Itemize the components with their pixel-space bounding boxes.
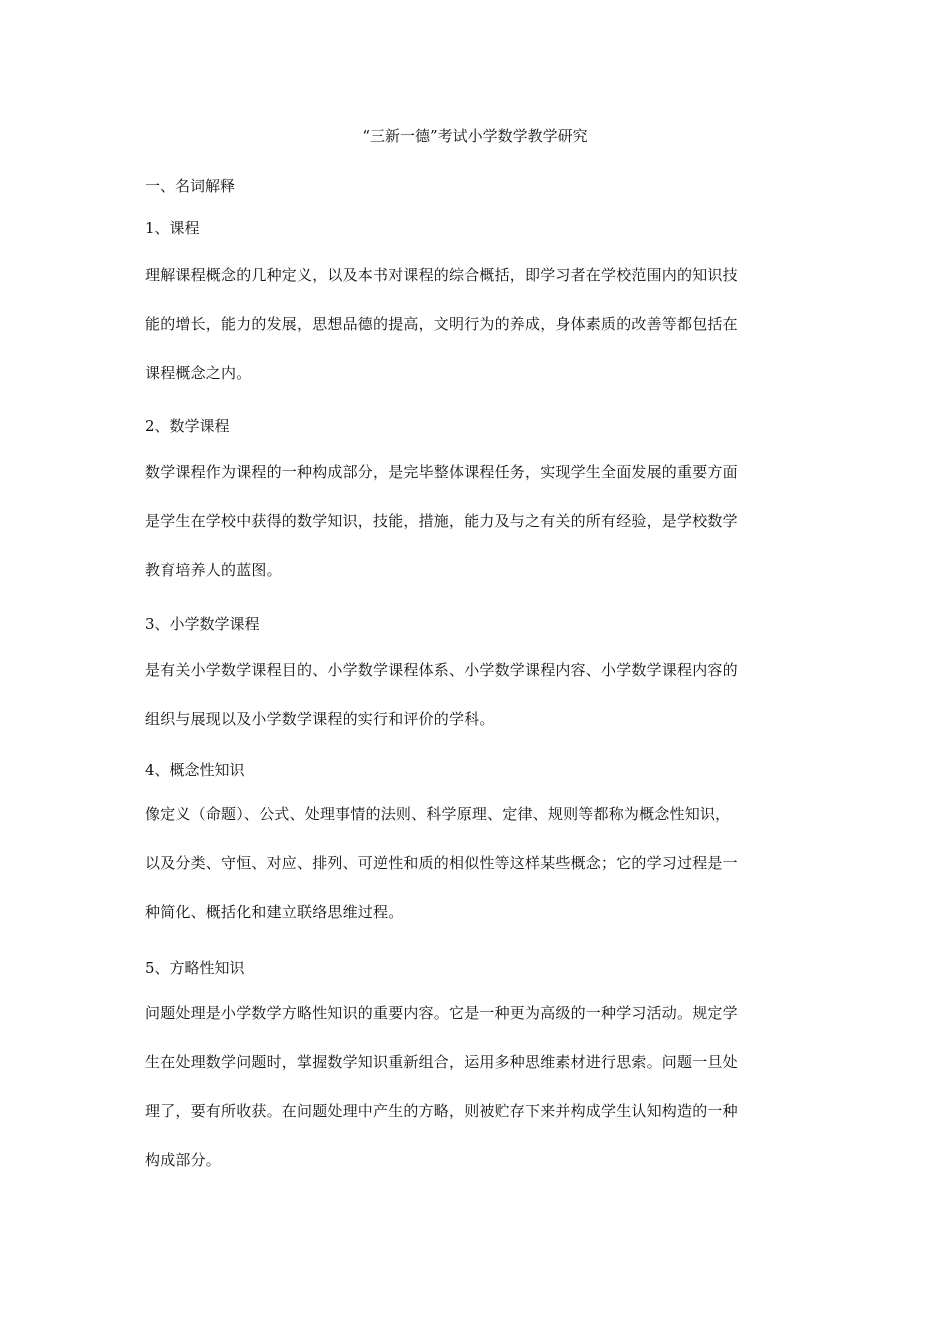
term-paragraph-5 (145, 989, 807, 1185)
term-heading-2: 2、数学课程 (145, 417, 230, 435)
term-heading-5: 5、方略性知识 (145, 959, 245, 977)
term-paragraph-3 (145, 646, 807, 744)
term-heading-3: 3、小学数学课程 (145, 615, 260, 633)
paragraph-line: 构成部分。 (145, 1151, 222, 1169)
term-paragraph-1 (145, 251, 807, 398)
section-heading: 一、名词解释 (145, 177, 236, 195)
document-title: “三新一德”考试小学数学教学研究 (362, 127, 588, 145)
paragraph-line: 是有关小学数学课程目的、小学数学课程体系、小学数学课程内容、小学数学课程内容的 (145, 661, 738, 679)
paragraph-line: 像定义（命题）、公式、处理事情的法则、科学原理、定律、规则等都称为概念性知识， (145, 805, 731, 823)
paragraph-line: 理解课程概念的几种定义，以及本书对课程的综合概括，即学习者在学校范围内的知识技 (145, 266, 738, 284)
paragraph-line: 理了，要有所收获。在问题处理中产生的方略，则被贮存下来并构成学生认知构造的一种 (145, 1102, 738, 1120)
term-heading-4: 4、概念性知识 (145, 761, 245, 779)
paragraph-line: 数学课程作为课程的一种构成部分，是完毕整体课程任务，实现学生全面发展的重要方面 (145, 463, 738, 481)
paragraph-line: 课程概念之内。 (145, 364, 252, 382)
term-heading-1: 1、课程 (145, 219, 200, 237)
paragraph-line: 组织与展现以及小学数学课程的实行和评价的学科。 (145, 710, 495, 728)
paragraph-line: 种简化、概括化和建立联络思维过程。 (145, 903, 404, 921)
term-paragraph-2 (145, 448, 807, 595)
paragraph-line: 以及分类、守恒、对应、排列、可逆性和质的相似性等这样某些概念；它的学习过程是一 (145, 854, 738, 872)
paragraph-line: 问题处理是小学数学方略性知识的重要内容。它是一种更为高级的一种学习活动。规定学 (145, 1004, 738, 1022)
term-paragraph-4 (145, 790, 807, 937)
paragraph-line: 生在处理数学问题时，掌握数学知识重新组合，运用多种思维素材进行思索。问题一旦处 (145, 1053, 738, 1071)
paragraph-line: 是学生在学校中获得的数学知识，技能，措施，能力及与之有关的所有经验，是学校数学 (145, 512, 738, 530)
paragraph-line: 教育培养人的蓝图。 (145, 561, 282, 579)
paragraph-line: 能的增长，能力的发展，思想品德的提高，文明行为的养成，身体素质的改善等都包括在 (145, 315, 738, 333)
